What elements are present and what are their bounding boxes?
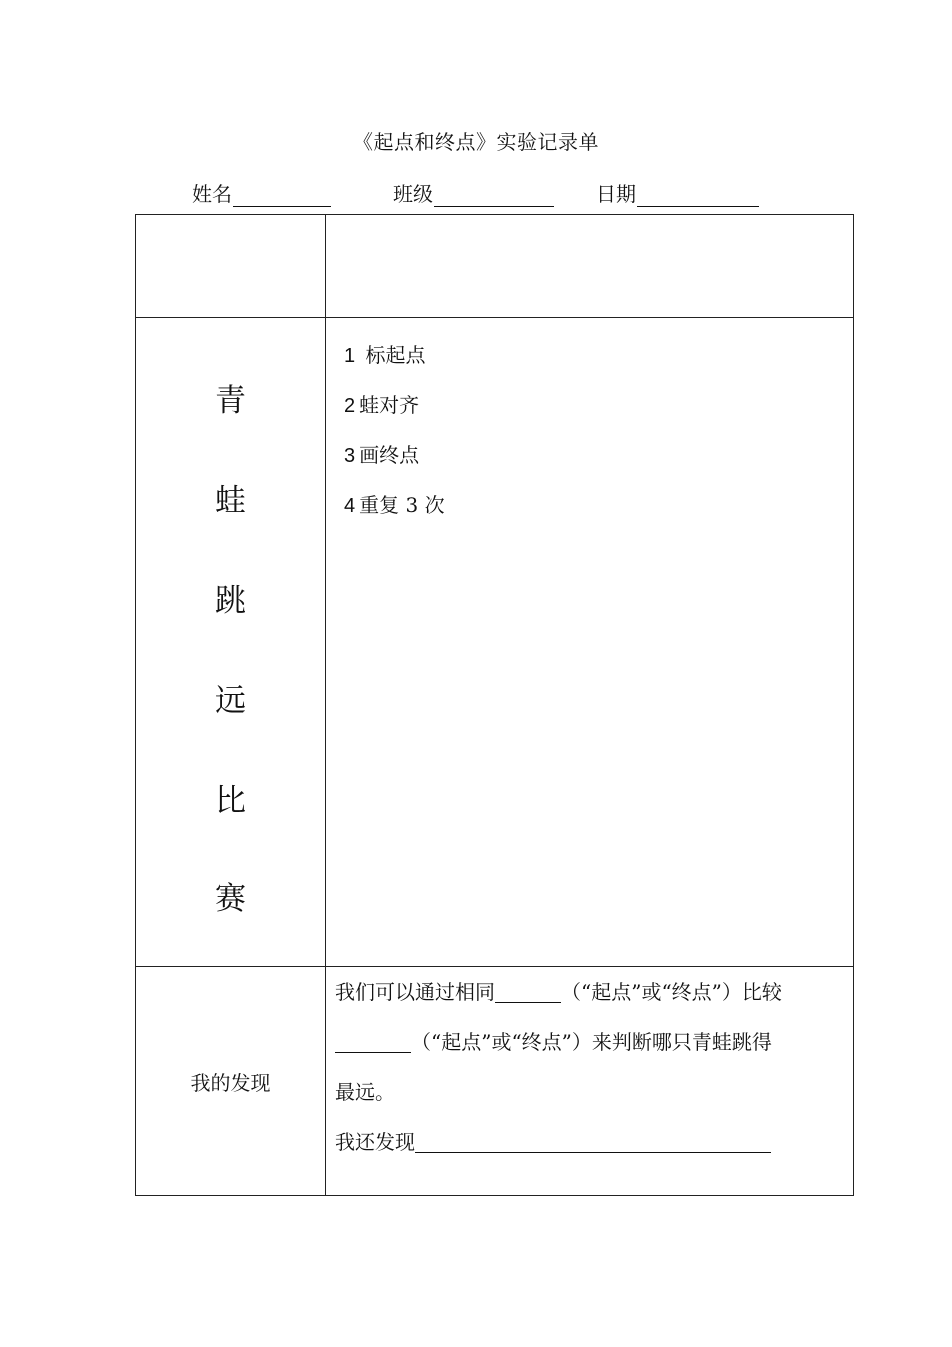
finding-text-part: （“起点”或“终点”）比较 [561, 980, 782, 1004]
finding-line [335, 975, 850, 1025]
step-number: 4 [344, 495, 356, 517]
finding-label: 我的发现 [190, 1071, 271, 1095]
record-table [135, 214, 854, 1196]
blank-1[interactable] [495, 980, 561, 1003]
step-text: 蛙对齐 [359, 393, 420, 417]
finding-line [335, 1125, 850, 1175]
title-char: 跳 [215, 583, 246, 619]
row-divider-2 [136, 966, 853, 967]
date-field[interactable] [596, 178, 759, 207]
name-blank[interactable] [233, 184, 331, 207]
student-info-row [0, 178, 952, 208]
date-label: 日期 [596, 182, 636, 206]
document-title: 《起点和终点》实验记录单 [353, 130, 599, 154]
step-text: 标起点 [365, 343, 426, 367]
step-text: 画终点 [359, 443, 420, 467]
finding-text-part: 我们可以通过相同 [335, 980, 495, 1004]
class-field[interactable] [393, 178, 554, 207]
finding-line: 最远。 [335, 1080, 395, 1104]
name-field[interactable] [192, 178, 331, 207]
list-item [344, 393, 445, 443]
step-number: 3 [344, 445, 356, 467]
list-item [344, 493, 445, 543]
title-char: 比 [215, 783, 246, 819]
name-label: 姓名 [192, 182, 232, 206]
title-char: 远 [215, 683, 246, 719]
blank-3[interactable] [415, 1130, 771, 1153]
list-item [344, 343, 445, 393]
blank-2[interactable] [335, 1030, 411, 1053]
list-item [344, 443, 445, 493]
header-right-cell[interactable] [326, 215, 854, 317]
row-divider-1 [136, 317, 853, 318]
class-blank[interactable] [434, 184, 554, 207]
finding-text [335, 975, 850, 1175]
finding-text-part: （“起点”或“终点”）来判断哪只青蛙跳得 [411, 1030, 772, 1054]
header-left-cell [136, 215, 325, 317]
finding-line [335, 1025, 850, 1075]
step-number: 2 [344, 395, 356, 417]
finding-text-part: 我还发现 [335, 1130, 415, 1154]
step-number: 1 [344, 345, 356, 367]
title-char: 赛 [215, 881, 246, 917]
step-list [344, 343, 445, 543]
step-text: 重复 3 次 [359, 493, 445, 517]
class-label: 班级 [393, 182, 433, 206]
column-divider [325, 215, 326, 1195]
date-blank[interactable] [637, 184, 759, 207]
title-char: 青 [215, 383, 246, 419]
title-char: 蛙 [215, 483, 246, 519]
